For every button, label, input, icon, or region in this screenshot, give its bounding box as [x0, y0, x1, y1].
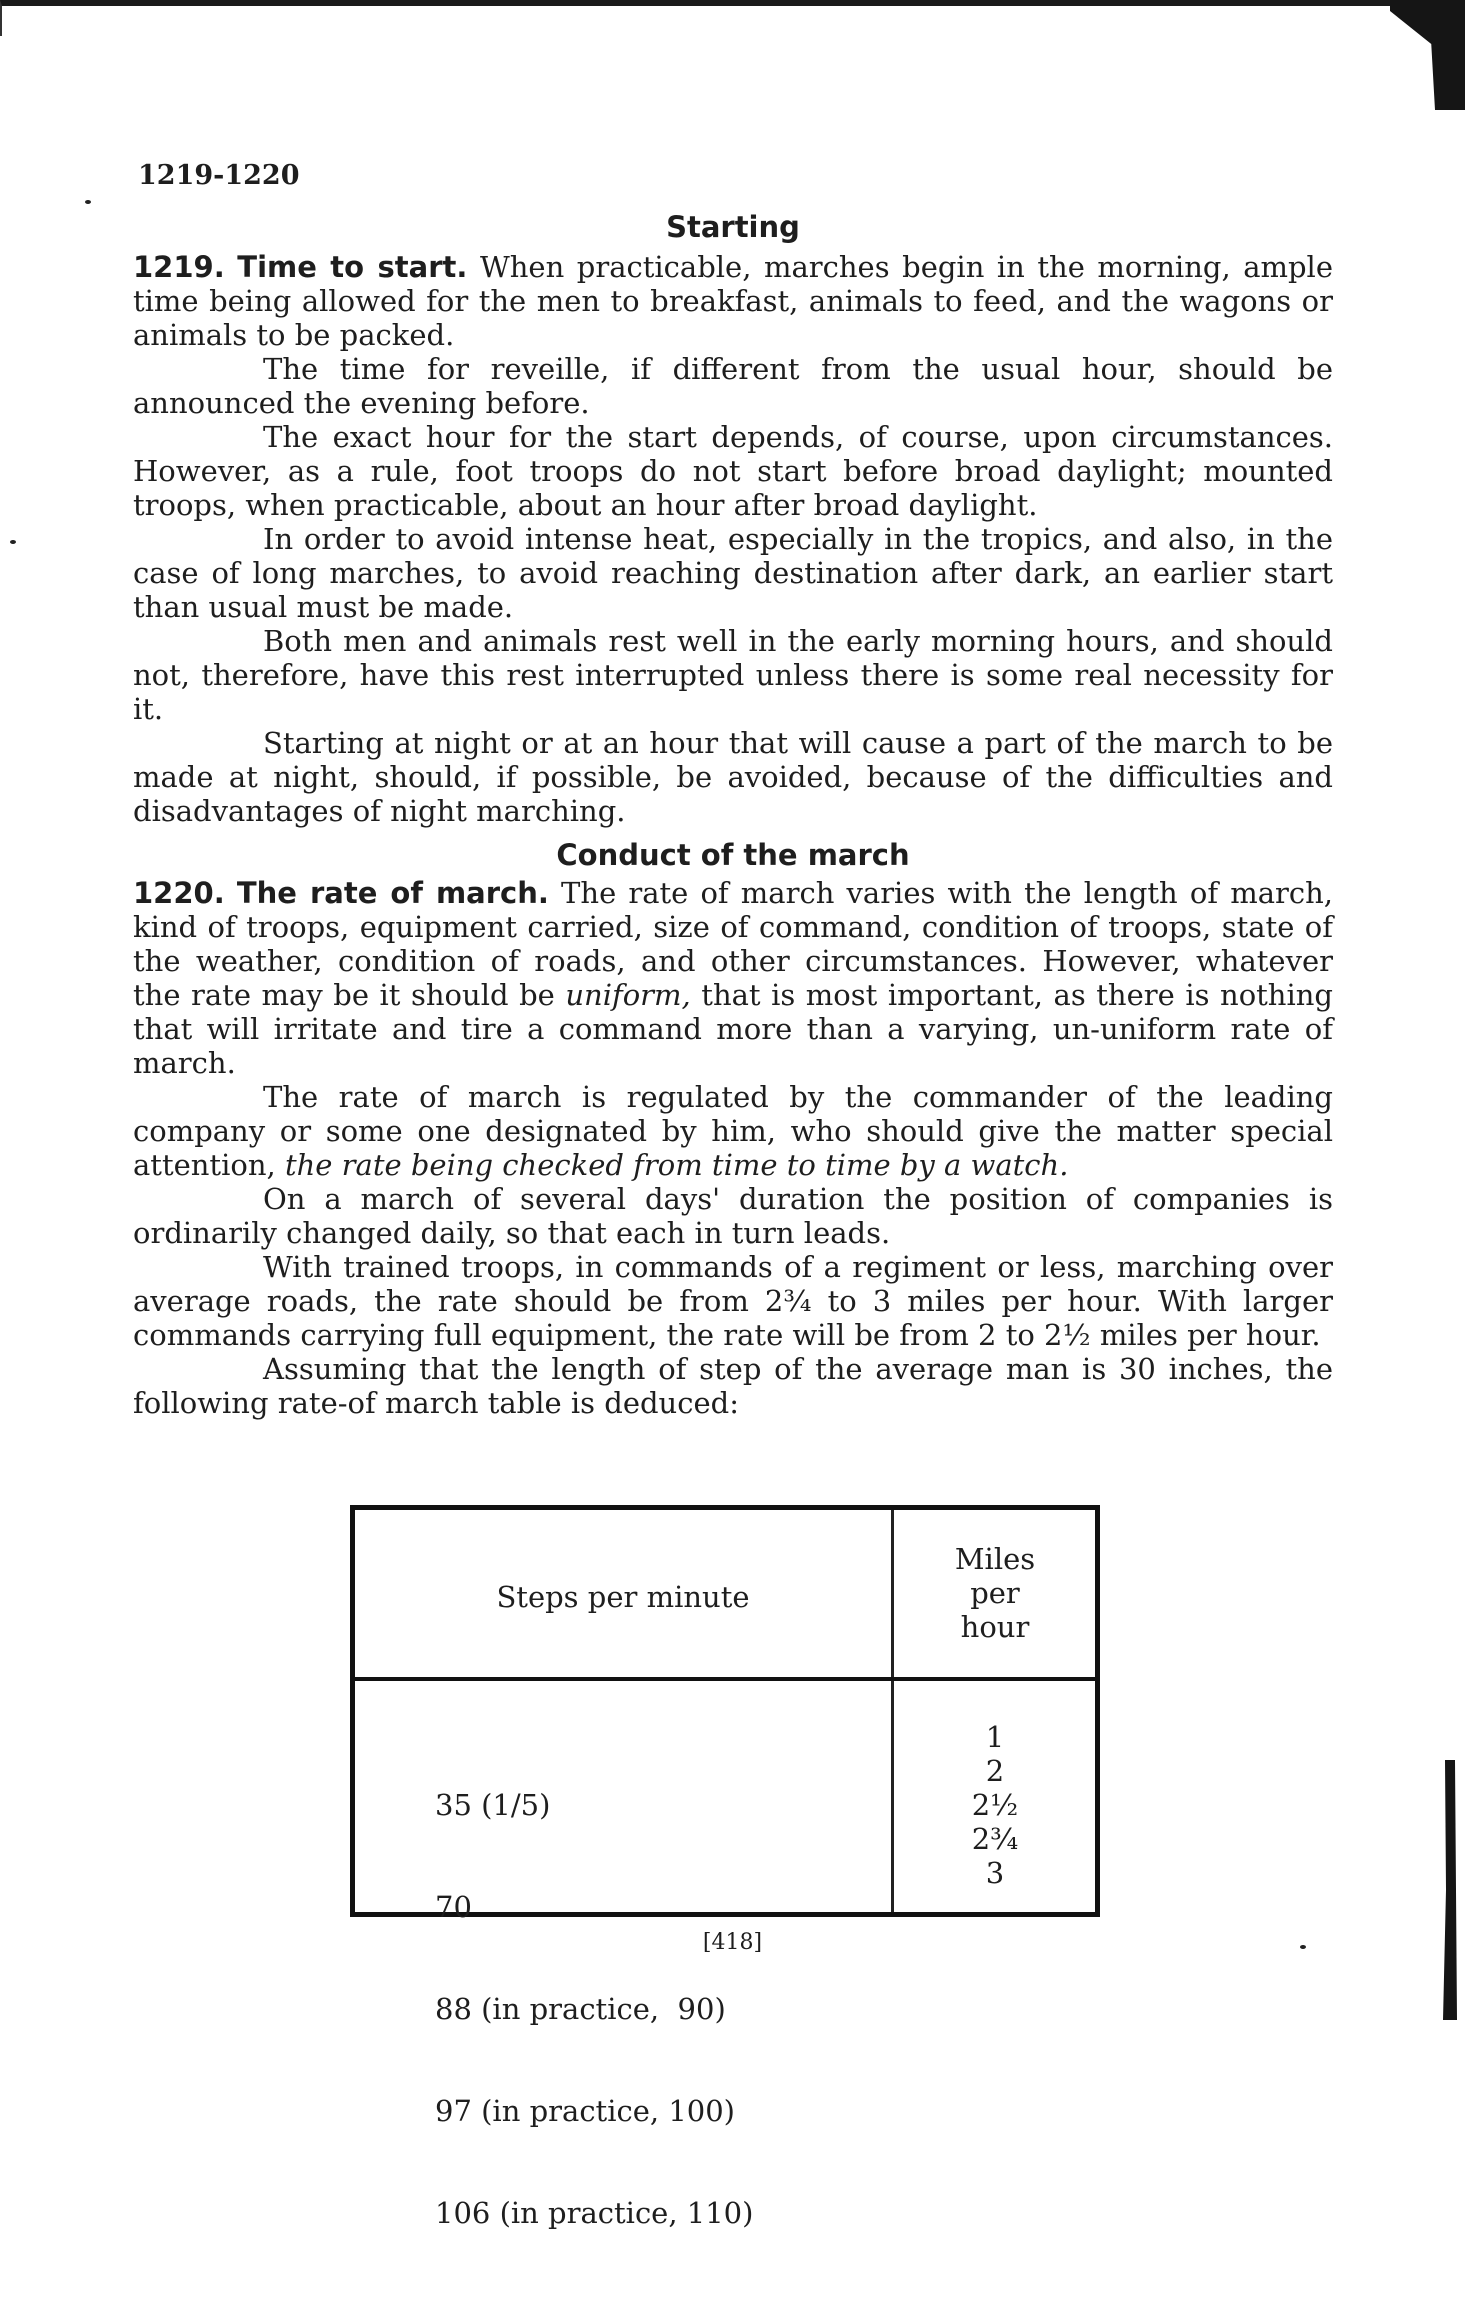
paragraph-1219-intro: [133, 250, 1333, 352]
section-title-conduct: Conduct of the march: [556, 838, 910, 872]
table-header-mph-line: Miles: [954, 1542, 1036, 1576]
table-header-steps: Steps per minute: [496, 1580, 750, 1614]
table-cell-steps: 88 (in practice, 90): [435, 1992, 726, 2026]
paragraph-text: In order to avoid intense heat, especially in the tropics, and also, in the case of long marches, to avoid reaching destination after dark, an earlier start than usual must be made.: [133, 522, 1333, 624]
paragraph-text: [133, 1080, 1333, 1182]
paragraph-1220-intro: [133, 876, 1333, 1080]
paragraph-heading: The rate of march.: [236, 876, 549, 910]
table-steps-column: [435, 1720, 753, 2298]
paragraph-text: Both men and animals rest well in the early morning hours, and should not, therefore, have this rest interrupted unless there is some real necessity for it.: [133, 624, 1333, 726]
paragraph-number: 1219.: [133, 250, 225, 284]
table-header-mph: [895, 1542, 1095, 1644]
table-cell-mph: 2½: [971, 1788, 1019, 1822]
paragraph-text: that is most important, as there is nothing that will irritate and tire a command more than a varying, un-uniform rate of march.: [133, 978, 1333, 1080]
paragraph-text: The exact hour for the start depends, of course, upon circumstances. However, as a rule, foot troops do not start before broad daylight; mounted troops, when practicable, about an hour after broad daylight.: [133, 420, 1333, 522]
scan-speck: [85, 200, 91, 204]
paragraph-text: On a march of several days' duration the position of companies is ordinarily changed daily, so that each in turn leads.: [133, 1182, 1333, 1250]
table-cell-mph: 3: [985, 1856, 1005, 1890]
scan-edge-shadow: [1437, 1760, 1457, 2020]
paragraph-text: When practicable, marches begin in the morning, ample time being allowed for the men to breakfast, animals to feed, and the wagons or animals to be packed.: [133, 250, 1333, 352]
paragraph-text: Starting at night or at an hour that will cause a part of the march to be made at night, should, if possible, be avoided, because of the difficulties and disadvantages of night marching.: [133, 726, 1333, 828]
scan-corner-shadow: [1390, 0, 1465, 110]
paragraph-text: Assuming that the length of step of the average man is 30 inches, the following rate-of march table is deduced:: [133, 1352, 1333, 1420]
table-column-divider: [891, 1510, 894, 1912]
paragraph-number: 1220.: [133, 876, 225, 910]
page-number: [418]: [702, 1930, 763, 1955]
paragraph-text: The time for reveille, if different from the usual hour, should be announced the evening before.: [133, 352, 1333, 420]
table-cell-mph: 2¾: [971, 1822, 1019, 1856]
table-cell-steps: 35 (1/5): [435, 1788, 551, 1822]
scan-speck: [10, 540, 16, 544]
table-header-mph-line: hour: [960, 1610, 1030, 1644]
table-cell-mph: 1: [985, 1720, 1005, 1754]
table-cell-steps: 97 (in practice, 100): [435, 2094, 735, 2128]
emphasis-text: the rate being checked from time to time by a watch.: [284, 1148, 1069, 1182]
page-header: 1219-1220: [138, 160, 300, 191]
section-title-starting: Starting: [666, 210, 800, 244]
emphasis-text: uniform,: [565, 978, 691, 1012]
paragraph-text-part: The rate of march is regulated by the commander of the leading company or some one designated by him, who should give the matter special attention,: [133, 1080, 1333, 1182]
paragraph-text: With trained troops, in commands of a regiment or less, marching over average roads, the rate should be from 2¾ to 3 miles per hour. With larger commands carrying full equipment, the rate will be from 2 to 2½ miles per hour.: [133, 1250, 1333, 1352]
table-cell-mph: 2: [985, 1754, 1005, 1788]
table-header-mph-line: per: [970, 1576, 1020, 1610]
table-cell-steps: 106 (in practice, 110): [435, 2196, 754, 2230]
paragraph-heading: Time to start.: [237, 250, 468, 284]
page-body: [133, 210, 1333, 1420]
scan-border: [0, 0, 1422, 36]
table-header-rule: [355, 1677, 1095, 1681]
paragraph-text: The rate of march varies with the length of march, kind of troops, equipment carried, size of command, condition of troops, state of the weather, condition of roads, and other circumstances. However, whatever the rate may be it should be: [133, 876, 1333, 1012]
table-mph-column: [895, 1720, 1095, 1890]
table-cell-steps: 70: [435, 1890, 472, 1924]
